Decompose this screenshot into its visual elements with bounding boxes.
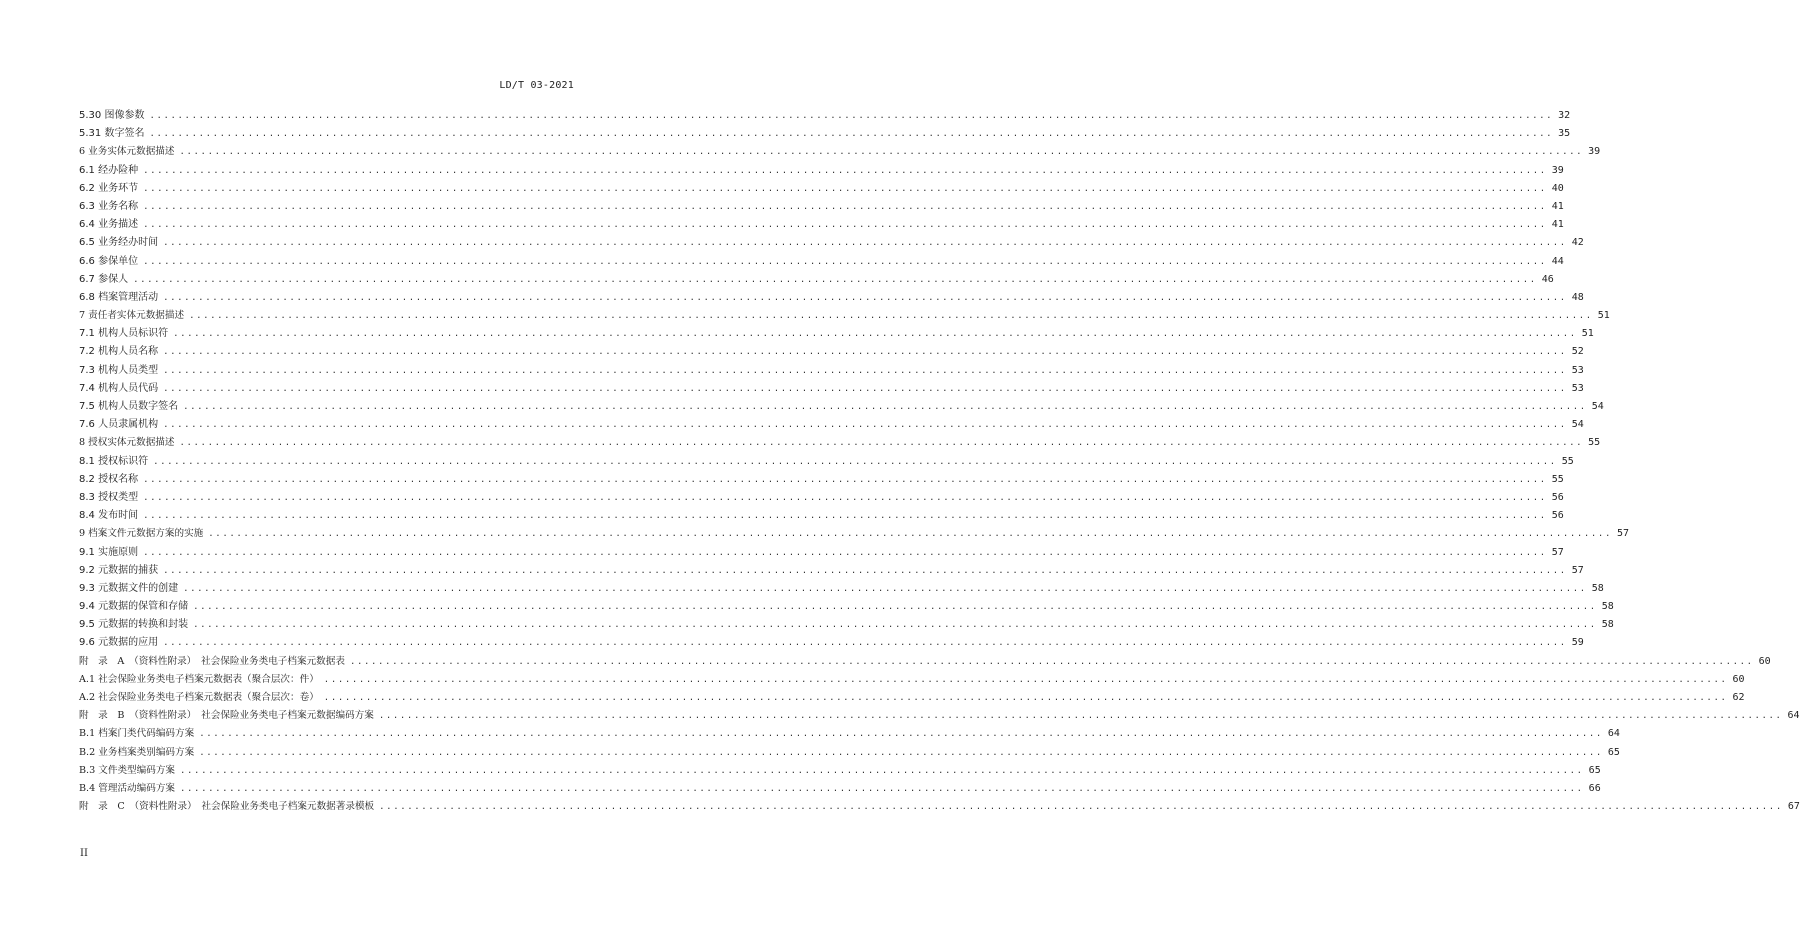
toc-leader-dots: ........................................................................................................................................................................................................	[323, 674, 1728, 685]
toc-entry[interactable]	[79, 196, 1564, 213]
toc-entry[interactable]	[79, 360, 1584, 377]
toc-entry-title: 9.5 元数据的转换和封装	[79, 619, 189, 631]
toc-entry-page: 54	[1571, 419, 1584, 431]
toc-entry[interactable]	[79, 232, 1584, 249]
toc-entry[interactable]	[79, 178, 1564, 195]
toc-leader-dots: ........................................................................................................................................................................................................	[163, 292, 1567, 303]
toc-entry-page: 58	[1601, 601, 1614, 613]
toc-entry-page: 41	[1551, 219, 1564, 231]
toc-entry[interactable]	[79, 778, 1601, 795]
toc-entry[interactable]	[79, 705, 1800, 722]
toc-entry[interactable]	[79, 523, 1629, 540]
toc-leader-dots: ........................................................................................................................................................................................................	[173, 329, 1577, 340]
toc-entry-title: 6.7 参保人	[79, 273, 129, 285]
toc-entry-page: 51	[1597, 310, 1610, 322]
toc-entry-title: 6.3 业务名称	[79, 200, 139, 212]
toc-leader-dots: ........................................................................................................................................................................................................	[349, 656, 1754, 667]
toc-leader-dots: ........................................................................................................................................................................................................	[153, 456, 1557, 467]
toc-entry-page: 64	[1607, 728, 1620, 740]
toc-entry-page: 39	[1551, 164, 1564, 176]
toc-entry[interactable]	[79, 505, 1564, 522]
toc-entry[interactable]	[79, 105, 1571, 122]
toc-leader-dots: ........................................................................................................................................................................................................	[133, 274, 1537, 285]
standard-code: LD/T 03-2021	[499, 80, 574, 91]
toc-entry-title: 7.6 人员隶属机构	[79, 419, 159, 431]
toc-entry-page: 56	[1551, 491, 1564, 503]
toc-entry-title: B.4 管理活动编码方案	[79, 782, 176, 794]
toc-leader-dots: ........................................................................................................................................................................................................	[180, 765, 1584, 776]
toc-leader-dots: ........................................................................................................................................................................................................	[323, 693, 1728, 703]
toc-entry-page: 58	[1591, 582, 1604, 594]
toc-leader-dots: ........................................................................................................................................................................................................	[143, 474, 1547, 485]
toc-entry-title: 7.2 机构人员名称	[79, 346, 159, 358]
toc-entry[interactable]	[79, 287, 1584, 304]
toc-entry-page: 62	[1732, 692, 1745, 703]
table-of-contents	[79, 105, 1800, 814]
toc-entry-page: 52	[1571, 346, 1584, 358]
toc-entry-title: 6 业务实体元数据描述	[79, 146, 175, 158]
toc-entry-page: 32	[1558, 110, 1571, 121]
toc-entry-page: 64	[1787, 710, 1800, 722]
toc-entry[interactable]	[79, 432, 1601, 449]
toc-entry-title: A.2 社会保险业务类电子档案元数据表（聚合层次：卷）	[79, 692, 319, 703]
toc-entry-title: 5.31 数字签名	[79, 128, 145, 140]
toc-entry-title: 8.1 授权标识符	[79, 455, 149, 467]
toc-entry[interactable]	[79, 542, 1564, 559]
toc-entry-title: 附 录 C （资料性附录） 社会保险业务类电子档案元数据著录模板	[79, 801, 375, 813]
toc-entry-title: 7.5 机构人员数字签名	[79, 401, 179, 412]
toc-entry[interactable]	[79, 687, 1745, 704]
toc-entry-title: 7 责任者实体元数据描述	[79, 310, 185, 322]
toc-entry[interactable]	[79, 723, 1620, 740]
toc-entry-page: 41	[1551, 200, 1564, 212]
toc-entry-page: 65	[1588, 764, 1601, 776]
toc-entry-page: 56	[1551, 510, 1564, 522]
toc-entry-page: 35	[1558, 128, 1571, 140]
toc-entry-title: 8 授权实体元数据描述	[79, 437, 175, 449]
toc-entry-page: 66	[1588, 782, 1601, 794]
toc-leader-dots: ........................................................................................................................................................................................................	[143, 165, 1547, 176]
toc-leader-dots: ........................................................................................................................................................................................................	[163, 347, 1567, 358]
toc-leader-dots: ........................................................................................................................................................................................................	[143, 547, 1547, 558]
toc-leader-dots: ........................................................................................................................................................................................................	[378, 711, 1783, 722]
toc-entry[interactable]	[79, 414, 1584, 431]
toc-entry-title: 6.4 业务描述	[79, 219, 139, 231]
toc-entry-page: 40	[1551, 182, 1564, 194]
toc-leader-dots: ........................................................................................................................................................................................................	[179, 147, 1584, 158]
toc-entry-title: 附 录 A （资料性附录） 社会保险业务类电子档案元数据表	[79, 655, 345, 667]
toc-entry[interactable]	[79, 451, 1574, 468]
toc-entry-page: 57	[1551, 546, 1564, 558]
toc-entry-page: 48	[1571, 291, 1584, 303]
toc-entry[interactable]	[79, 560, 1584, 577]
toc-entry-page: 53	[1571, 382, 1584, 394]
toc-entry-page: 51	[1581, 328, 1594, 340]
toc-entry-title: A.1 社会保险业务类电子档案元数据表（聚合层次：件）	[79, 673, 319, 685]
toc-entry[interactable]	[79, 651, 1771, 668]
toc-entry[interactable]	[79, 596, 1614, 613]
toc-entry-page: 55	[1588, 437, 1601, 449]
toc-entry-page: 55	[1561, 455, 1574, 467]
toc-entry-page: 39	[1588, 146, 1601, 158]
toc-entry[interactable]	[79, 341, 1584, 358]
toc-entry-page: 46	[1541, 273, 1554, 285]
toc-entry-page: 67	[1787, 801, 1800, 813]
toc-entry[interactable]	[79, 160, 1564, 177]
toc-leader-dots: ........................................................................................................................................................................................................	[163, 565, 1567, 576]
toc-leader-dots: ........................................................................................................................................................................................................	[208, 529, 1612, 540]
toc-leader-dots: ........................................................................................................................................................................................................	[163, 383, 1567, 394]
toc-entry-title: 8.4 发布时间	[79, 510, 139, 522]
toc-entry-title: 9.6 元数据的应用	[79, 637, 159, 649]
toc-entry-page: 44	[1551, 255, 1564, 267]
toc-entry-page: 54	[1591, 401, 1604, 412]
toc-entry-page: 60	[1758, 655, 1771, 667]
toc-entry-title: 7.1 机构人员标识符	[79, 328, 169, 340]
toc-entry-title: 8.3 授权类型	[79, 491, 139, 503]
toc-entry[interactable]	[79, 123, 1571, 140]
toc-leader-dots: ........................................................................................................................................................................................................	[163, 638, 1567, 649]
toc-entry[interactable]	[79, 305, 1610, 322]
toc-entry-page: 53	[1571, 364, 1584, 376]
toc-entry-page: 60	[1732, 673, 1745, 685]
toc-leader-dots: ........................................................................................................................................................................................................	[143, 201, 1547, 212]
toc-entry-title: 9.4 元数据的保管和存储	[79, 601, 189, 613]
toc-leader-dots: ........................................................................................................................................................................................................	[149, 129, 1554, 140]
toc-entry-page: 65	[1607, 746, 1620, 758]
toc-entry-title: 6.1 经办险种	[79, 164, 139, 176]
toc-entry[interactable]	[79, 469, 1564, 486]
toc-entry[interactable]	[79, 214, 1564, 231]
toc-entry-page: 57	[1616, 528, 1629, 540]
toc-leader-dots: ........................................................................................................................................................................................................	[149, 111, 1554, 121]
toc-entry-title: 9.2 元数据的捕获	[79, 564, 159, 576]
toc-entry-title: 6.5 业务经办时间	[79, 237, 159, 249]
toc-entry[interactable]	[79, 396, 1604, 413]
toc-entry-page: 55	[1551, 473, 1564, 485]
toc-leader-dots: ........................................................................................................................................................................................................	[199, 729, 1603, 740]
toc-leader-dots: ........................................................................................................................................................................................................	[143, 183, 1547, 194]
toc-entry-title: 9.1 实施原则	[79, 546, 139, 558]
toc-entry-title: 5.30 图像参数	[79, 110, 145, 121]
toc-entry-page: 59	[1571, 637, 1584, 649]
toc-entry-title: B.3 文件类型编码方案	[79, 764, 176, 776]
toc-entry-title: B.1 档案门类代码编码方案	[79, 728, 195, 740]
toc-entry-page: 58	[1601, 619, 1614, 631]
toc-leader-dots: ........................................................................................................................................................................................................	[163, 420, 1567, 431]
toc-leader-dots: ........................................................................................................................................................................................................	[143, 220, 1547, 231]
toc-leader-dots: ........................................................................................................................................................................................................	[183, 583, 1587, 594]
toc-leader-dots: ........................................................................................................................................................................................................	[179, 438, 1584, 449]
toc-leader-dots: ........................................................................................................................................................................................................	[143, 256, 1547, 267]
toc-entry-title: 7.4 机构人员代码	[79, 382, 159, 394]
toc-leader-dots: ........................................................................................................................................................................................................	[183, 402, 1587, 412]
toc-entry-title: 6.2 业务环节	[79, 182, 139, 194]
toc-entry[interactable]	[79, 487, 1564, 504]
toc-entry-title: 附 录 B （资料性附录） 社会保险业务类电子档案元数据编码方案	[79, 710, 374, 722]
toc-entry-title: 9 档案文件元数据方案的实施	[79, 528, 204, 540]
toc-entry[interactable]	[79, 742, 1620, 759]
toc-leader-dots: ........................................................................................................................................................................................................	[180, 783, 1584, 794]
toc-entry[interactable]	[79, 614, 1614, 631]
toc-entry-page: 57	[1571, 564, 1584, 576]
toc-entry[interactable]	[79, 323, 1594, 340]
toc-leader-dots: ........................................................................................................................................................................................................	[193, 602, 1597, 613]
toc-leader-dots: ........................................................................................................................................................................................................	[189, 311, 1593, 322]
toc-entry[interactable]	[79, 632, 1584, 649]
toc-entry[interactable]	[79, 378, 1584, 395]
toc-leader-dots: ........................................................................................................................................................................................................	[193, 620, 1597, 631]
toc-entry-title: 7.3 机构人员类型	[79, 364, 159, 376]
toc-entry[interactable]	[79, 251, 1564, 268]
toc-entry[interactable]	[79, 760, 1601, 777]
toc-entry[interactable]	[79, 578, 1604, 595]
toc-entry-title: 6.8 档案管理活动	[79, 291, 159, 303]
toc-leader-dots: ........................................................................................................................................................................................................	[163, 365, 1567, 376]
toc-entry-title: B.2 业务档案类别编码方案	[79, 746, 195, 758]
toc-leader-dots: ........................................................................................................................................................................................................	[143, 492, 1547, 503]
toc-entry-title: 8.2 授权名称	[79, 473, 139, 485]
toc-entry-title: 6.6 参保单位	[79, 255, 139, 267]
toc-entry[interactable]	[79, 269, 1554, 286]
page-number: II	[80, 848, 88, 859]
toc-leader-dots: ........................................................................................................................................................................................................	[163, 238, 1567, 249]
toc-leader-dots: ........................................................................................................................................................................................................	[379, 802, 1783, 813]
toc-entry[interactable]	[79, 141, 1601, 158]
toc-leader-dots: ........................................................................................................................................................................................................	[199, 747, 1603, 758]
toc-entry-page: 42	[1571, 237, 1584, 249]
toc-entry[interactable]	[79, 669, 1745, 686]
toc-entry[interactable]	[79, 796, 1800, 813]
toc-leader-dots: ........................................................................................................................................................................................................	[143, 511, 1547, 522]
toc-entry-title: 9.3 元数据文件的创建	[79, 582, 179, 594]
